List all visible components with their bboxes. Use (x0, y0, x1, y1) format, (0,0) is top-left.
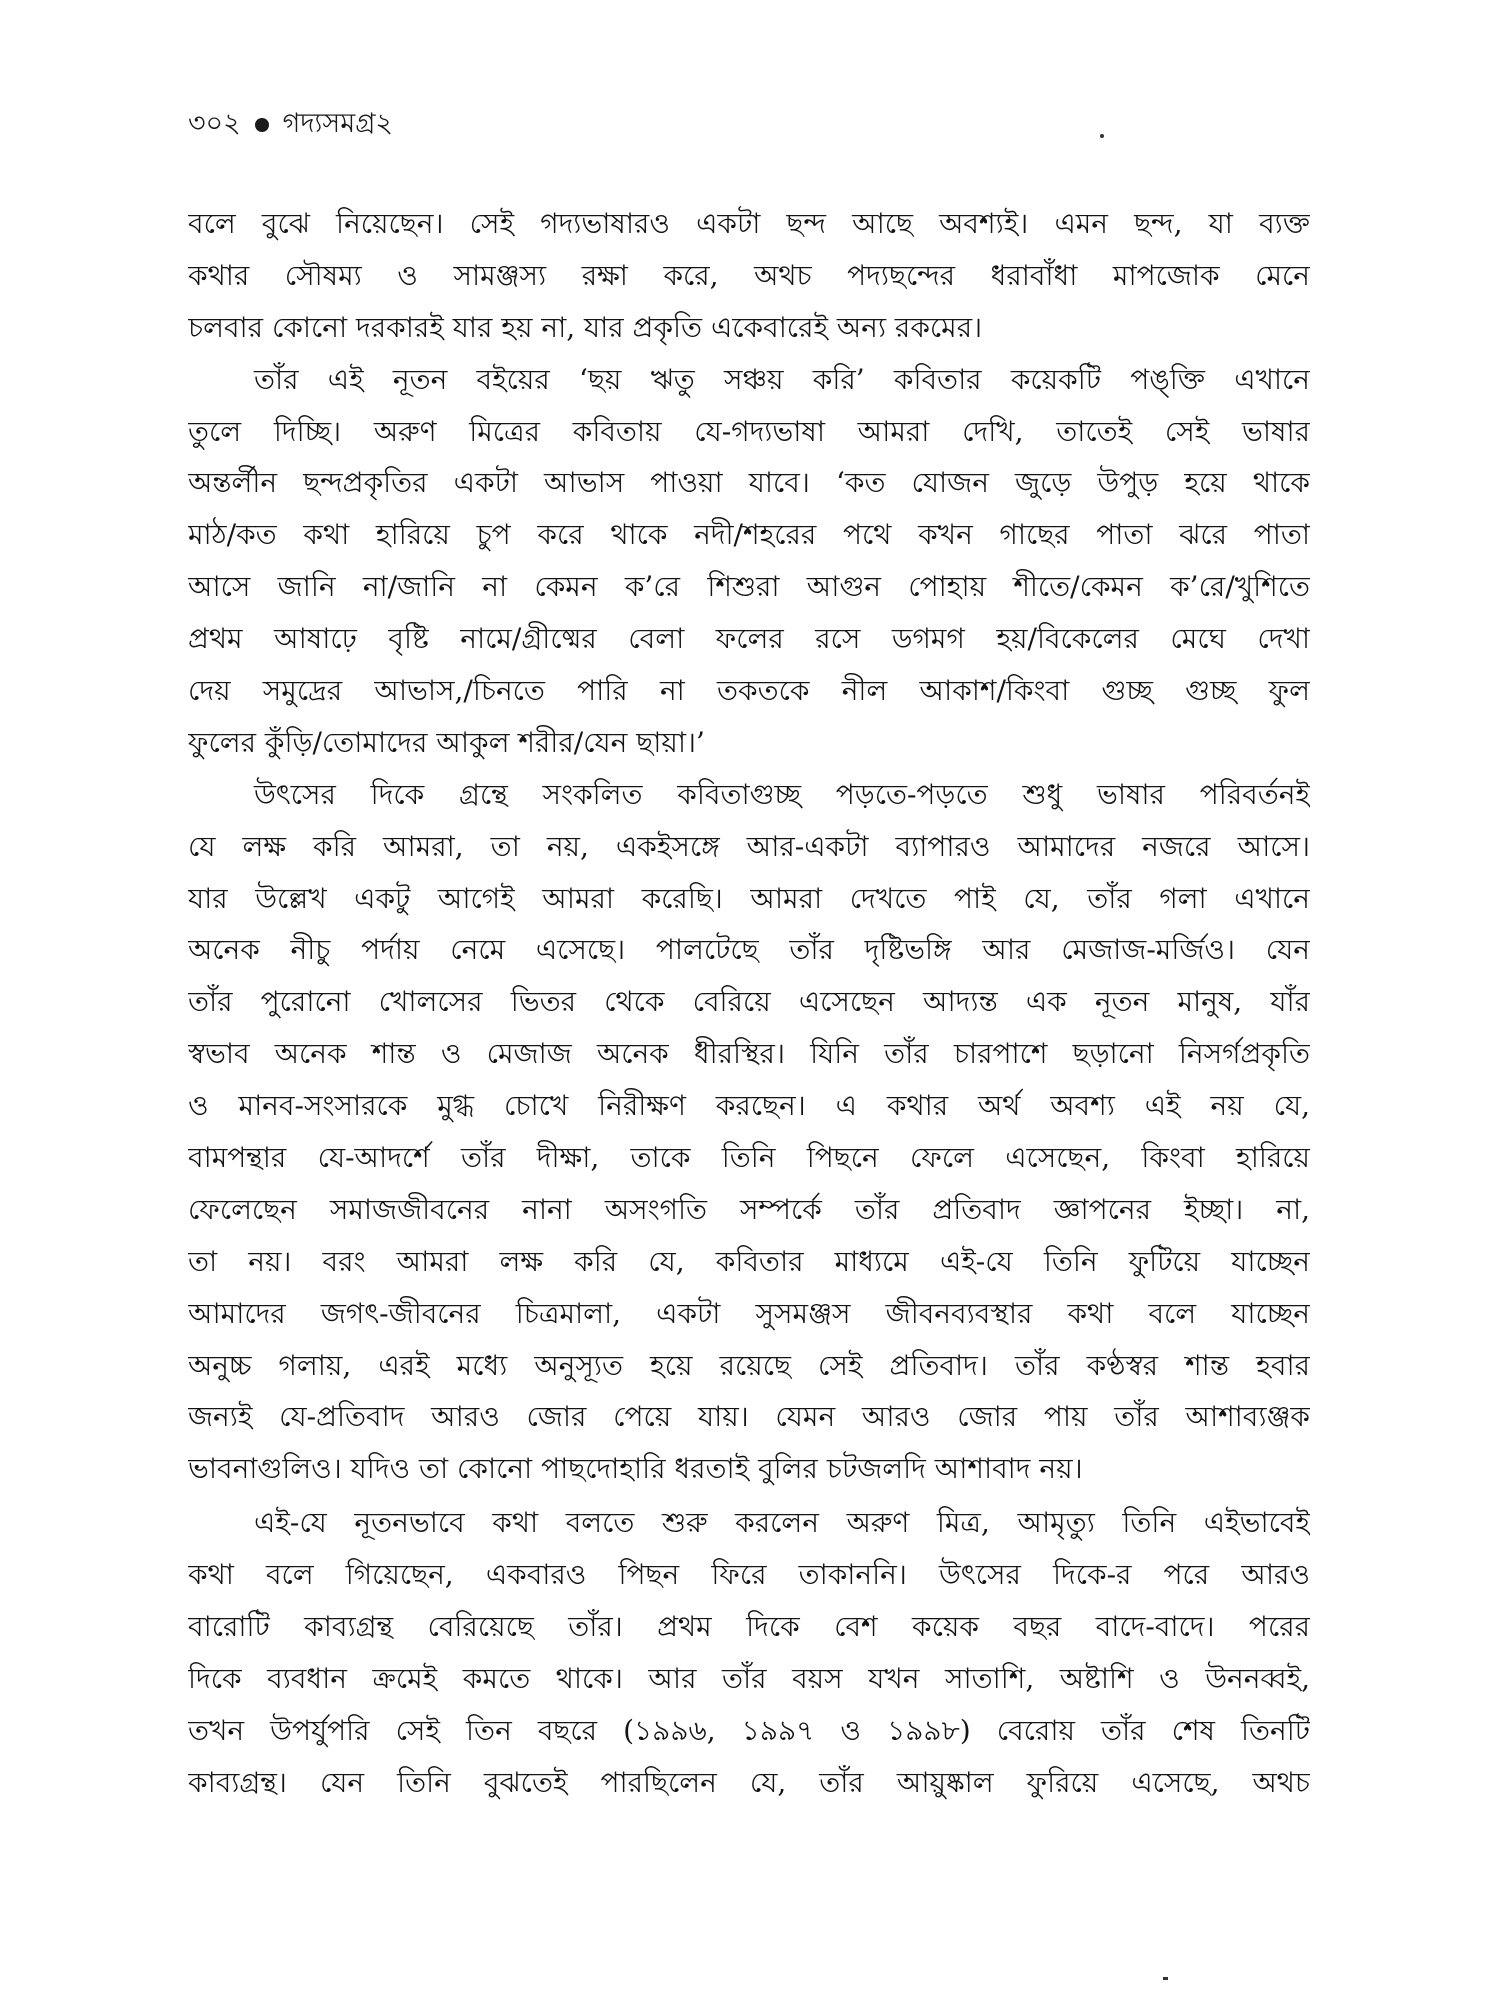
text-line: এই-যে নূতনভাবে কথা বলতে শুরু করলেন অরুণ মিত্র, আমৃত্যু তিনি এইভাবেই (254, 1506, 1310, 1540)
text-line: দিকে ব্যবধান ক্রমেই কমতে থাকে। আর তাঁর বয়স যখন সাতাশি, অষ্টাশি ও উননব্বই, (188, 1661, 1310, 1695)
text-line: আমাদের জগৎ-জীবনের চিত্রমালা, একটা সুসমঞ্জস জীবনব্যবস্থার কথা বলে যাচ্ছেন (188, 1296, 1310, 1330)
text-line: তখন উপর্যুপরি সেই তিন বছরে (১৯৯৬, ১৯৯৭ ও ১৯৯৮) বেরোয় তাঁর শেষ তিনটি (188, 1713, 1310, 1747)
text-line: তাঁর এই নূতন বইয়ের ‘ছয় ঋতু সঞ্চয় করি’ কবিতার কয়েকটি পঙ্‌ক্তি এখানে (254, 362, 1310, 396)
text-line: জন্যই যে-প্রতিবাদ আরও জোর পেয়ে যায়। যেমন আরও জোর পায় তাঁর আশাব্যঞ্জক (188, 1400, 1310, 1434)
text-line: চলবার কোনো দরকারই যার হয় না, যার প্রকৃতি একেবারেই অন্য রকমের। (188, 310, 983, 344)
text-line: অনেক নীচু পর্দায় নেমে এসেছে। পালটেছে তাঁর দৃষ্টিভঙ্গি আর মেজাজ-মর্জিও। যেন (188, 933, 1310, 967)
text-line: উৎসের দিকে গ্রন্থে সংকলিত কবিতাগুচ্ছ পড়তে-পড়তে শুধু ভাষার পরিবর্তনই (254, 777, 1310, 811)
text-line: যে লক্ষ করি আমরা, তা নয়, একইসঙ্গে আর-একটা ব্যাপারও আমাদের নজরে আসে। (188, 829, 1310, 863)
text-line: আসে জানি না/জানি না কেমন ক’রে শিশুরা আগুন পোহায় শীতে/কেমন ক’রে/খুশিতে (188, 570, 1310, 604)
text-line: কথা বলে গিয়েছেন, একবারও পিছন ফিরে তাকাননি। উৎসের দিকে-র পরে আরও (188, 1558, 1310, 1592)
body-text (188, 198, 1310, 1809)
text-line: ফেলেছেন সমাজজীবনের নানা অসংগতি সম্পর্কে তাঁর প্রতিবাদ জ্ঞাপনের ইচ্ছা। না, (188, 1192, 1310, 1226)
running-header (188, 105, 393, 145)
text-line: অন্তর্লীন ছন্দপ্রকৃতির একটা আভাস পাওয়া যাবে। ‘কত যোজন জুড়ে উপুড় হয়ে থাকে (188, 466, 1310, 500)
text-line: কথার সৌষম্য ও সামঞ্জস্য রক্ষা করে, অথচ পদ্যছন্দের ধরাবাঁধা মাপজোক মেনে (188, 258, 1310, 292)
text-line: প্রথম আষাঢ়ে বৃষ্টি নামে/গ্রীষ্মের বেলা ফলের রসে ডগমগ হয়/বিকেলের মেঘে দেখা (188, 622, 1310, 656)
text-line: দেয় সমুদ্রের আভাস,/চিনতে পারি না তকতকে নীল আকাশ/কিংবা গুচ্ছ গুচ্ছ ফুল (188, 674, 1310, 708)
text-line: মাঠ/কত কথা হারিয়ে চুপ করে থাকে নদী/শহরের পথে কখন গাছের পাতা ঝরে পাতা (188, 518, 1310, 552)
text-line: বারোটি কাব্যগ্রন্থ বেরিয়েছে তাঁর। প্রথম দিকে বেশ কয়েক বছর বাদে-বাদে। পরের (188, 1610, 1310, 1644)
text-line: অনুচ্চ গলায়, এরই মধ্যে অনুস্যূত হয়ে রয়েছে সেই প্রতিবাদ। তাঁর কণ্ঠস্বর শান্ত হবার (188, 1348, 1310, 1382)
text-line: তাঁর পুরোনো খোলসের ভিতর থেকে বেরিয়ে এসেছেন আদ্যন্ত এক নূতন মানুষ, যাঁর (188, 985, 1310, 1019)
text-line: বামপন্থার যে-আদর্শে তাঁর দীক্ষা, তাকে তিনি পিছনে ফেলে এসেছেন, কিংবা হারিয়ে (188, 1141, 1310, 1175)
text-line: ভাবনাগুলিও। যদিও তা কোনো পাছদোহারি ধরতাই বুলির চটজলদি আশাবাদ নয়। (188, 1452, 1083, 1486)
text-line: তুলে দিচ্ছি। অরুণ মিত্রের কবিতায় যে-গদ্যভাষা আমরা দেখি, তাতেই সেই ভাষার (188, 414, 1310, 448)
text-line: কাব্যগ্রন্থ। যেন তিনি বুঝতেই পারছিলেন যে, তাঁর আয়ুষ্কাল ফুরিয়ে এসেছে, অথচ (188, 1765, 1310, 1799)
book-title: গদ্যসমগ্র২ (282, 107, 393, 139)
bullet-separator-icon (255, 118, 269, 132)
text-line: বলে বুঝে নিয়েছেন। সেই গদ্যভাষারও একটা ছন্দ আছে অবশ্যই। এমন ছন্দ, যা ব্যক্ত (188, 207, 1310, 240)
text-line: ফুলের কুঁড়ি/তোমাদের আকুল শরীর/যেন ছায়া।’ (188, 725, 705, 759)
text-line: ও মানব-সংসারকে মুগ্ধ চোখে নিরীক্ষণ করছেন। এ কথার অর্থ অবশ্য এই নয় যে, (188, 1089, 1310, 1123)
text-line: তা নয়। বরং আমরা লক্ষ করি যে, কবিতার মাধ্যমে এই-যে তিনি ফুটিয়ে যাচ্ছেন (188, 1244, 1310, 1278)
page-number: ৩০২ (188, 107, 241, 139)
text-line: স্বভাব অনেক শান্ত ও মেজাজ অনেক ধীরস্থির। যিনি তাঁর চারপাশে ছড়ানো নিসর্গপ্রকৃতি (188, 1037, 1310, 1071)
print-speck (1100, 134, 1104, 138)
text-line: যার উল্লেখ একটু আগেই আমরা করেছি। আমরা দেখতে পাই যে, তাঁর গলা এখানে (188, 881, 1310, 915)
print-speck (1163, 1977, 1168, 1980)
